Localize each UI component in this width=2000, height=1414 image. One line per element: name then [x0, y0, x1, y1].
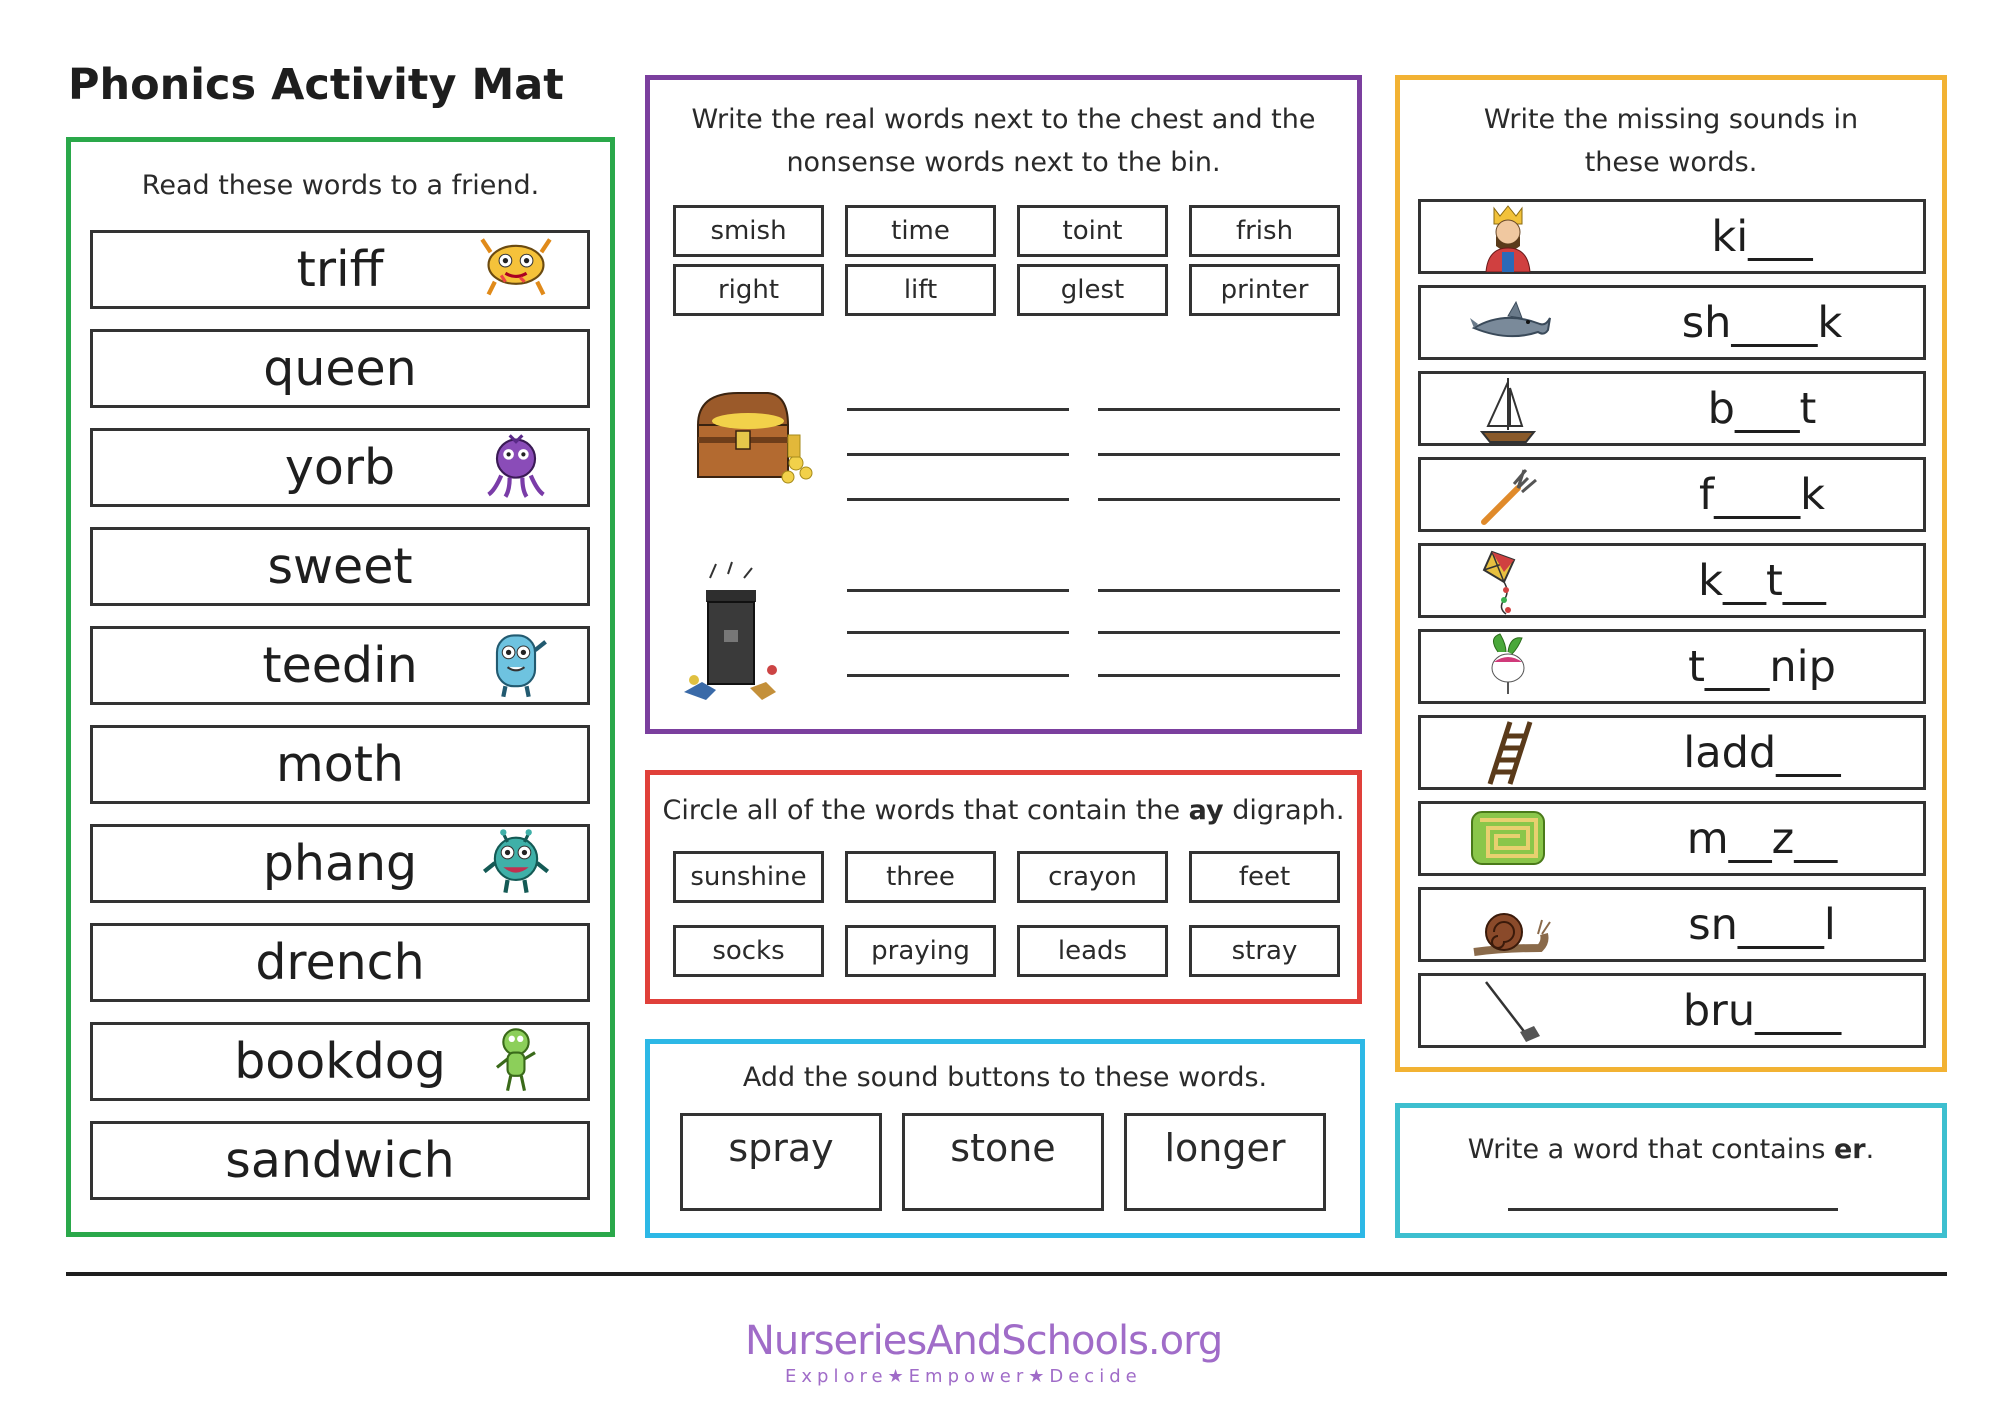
- logo-wordmark: NurseriesAndSchools.org: [745, 1318, 1223, 1364]
- missing-sounds-panel: [1395, 75, 1947, 1072]
- sort-word-box: frish: [1189, 205, 1340, 257]
- missing-sound-word[interactable]: f____k: [1698, 469, 1826, 520]
- circle-word-box: crayon: [1017, 851, 1168, 903]
- bin-line-2a: [847, 631, 1069, 634]
- circle-word-box: feet: [1189, 851, 1340, 903]
- er-word-panel: [1395, 1103, 1947, 1238]
- chest-line-2b: [1098, 453, 1340, 456]
- missing-sound-word[interactable]: ladd___: [1683, 727, 1841, 778]
- sort-word-box: time: [845, 205, 996, 257]
- missing-sound-row: [1418, 629, 1926, 704]
- sort-word-box: smish: [673, 205, 824, 257]
- er-instruction-digraph: er: [1834, 1134, 1866, 1165]
- circle-word-box: sunshine: [673, 851, 824, 903]
- kite-icon: [1465, 546, 1551, 616]
- read-words-panel: [66, 137, 615, 1237]
- bin-line-3a: [847, 674, 1069, 677]
- read-word-text: bookdog: [234, 1033, 446, 1090]
- king-icon: [1465, 202, 1551, 272]
- read-word-text: moth: [276, 736, 404, 793]
- sort-word-box: glest: [1017, 264, 1168, 316]
- er-instruction-end: .: [1865, 1134, 1875, 1165]
- teal-monster-icon: [473, 825, 559, 899]
- missing-sound-word[interactable]: k__t__: [1698, 555, 1826, 606]
- brush-icon: [1465, 976, 1551, 1046]
- circle-instruction-text: Circle all of the words that contain the: [662, 795, 1189, 826]
- read-word-text: phang: [262, 835, 418, 892]
- snail-icon: [1465, 890, 1551, 960]
- rubbish-bin-icon: [680, 560, 790, 710]
- read-word-row: [90, 626, 590, 705]
- er-instruction-text: Write a word that contains: [1467, 1134, 1834, 1165]
- missing-sound-row: [1418, 543, 1926, 618]
- page-title: Phonics Activity Mat: [68, 60, 564, 110]
- bin-line-1a: [847, 589, 1069, 592]
- missing-sound-row: [1418, 457, 1926, 532]
- green-monster-icon: [473, 1023, 559, 1097]
- missing-instruction-line2: these words.: [1584, 147, 1758, 178]
- bin-line-3b: [1098, 674, 1340, 677]
- read-word-text: triff: [296, 241, 384, 298]
- read-word-row: [90, 824, 590, 903]
- site-logo: [745, 1318, 1223, 1390]
- sound-button-word-box[interactable]: stone: [902, 1113, 1104, 1211]
- sort-word-box: right: [673, 264, 824, 316]
- circle-word-box: socks: [673, 925, 824, 977]
- shark-icon: [1465, 288, 1551, 358]
- missing-sound-word[interactable]: bru____: [1682, 985, 1842, 1036]
- missing-instruction-line1: Write the missing sounds in: [1483, 104, 1859, 135]
- read-word-text: teedin: [262, 637, 418, 694]
- purple-monster-icon: [473, 429, 559, 503]
- circle-word-box: three: [845, 851, 996, 903]
- read-word-text: drench: [255, 934, 425, 991]
- sort-word-box: toint: [1017, 205, 1168, 257]
- chest-line-3b: [1098, 498, 1340, 501]
- blue-monster-icon: [473, 627, 559, 701]
- missing-instruction: [1400, 98, 1942, 184]
- read-word-text: queen: [263, 340, 417, 397]
- chest-line-1b: [1098, 408, 1340, 411]
- ay-digraph-panel: [645, 770, 1362, 1004]
- read-instruction: Read these words to a friend.: [141, 170, 540, 201]
- chest-line-1a: [847, 408, 1069, 411]
- read-word-text: sandwich: [225, 1132, 455, 1189]
- read-word-row: [90, 923, 590, 1002]
- sound-button-word-box[interactable]: spray: [680, 1113, 882, 1211]
- missing-sound-row: [1418, 199, 1926, 274]
- sort-instruction-line2: nonsense words next to the bin.: [786, 147, 1221, 178]
- missing-sound-row: [1418, 887, 1926, 962]
- missing-sound-row: [1418, 801, 1926, 876]
- sound-buttons-panel: [645, 1039, 1365, 1238]
- circle-instruction-digraph: ay: [1188, 795, 1224, 826]
- missing-sound-word[interactable]: t___nip: [1688, 641, 1836, 692]
- missing-sound-row: [1418, 371, 1926, 446]
- missing-sound-row: [1418, 285, 1926, 360]
- yellow-monster-icon: [473, 231, 559, 305]
- boat-icon: [1465, 374, 1551, 444]
- bin-line-2b: [1098, 631, 1340, 634]
- circle-instruction: [650, 789, 1357, 832]
- logo-tagline: Explore★Empower★Decide: [785, 1366, 1142, 1387]
- fork-icon: [1465, 460, 1551, 530]
- bin-line-1b: [1098, 589, 1340, 592]
- read-word-row: [90, 329, 590, 408]
- missing-sound-word[interactable]: m__z__: [1686, 813, 1838, 864]
- circle-instruction-end: digraph.: [1223, 795, 1345, 826]
- read-word-row: [90, 527, 590, 606]
- er-answer-line[interactable]: [1508, 1208, 1838, 1211]
- buttons-instruction: Add the sound buttons to these words.: [742, 1062, 1268, 1093]
- missing-sound-word[interactable]: sh____k: [1681, 297, 1843, 348]
- read-word-row: [90, 428, 590, 507]
- read-word-row: [90, 1121, 590, 1200]
- chest-line-2a: [847, 453, 1069, 456]
- missing-sound-row: [1418, 715, 1926, 790]
- read-word-text: yorb: [284, 439, 396, 496]
- chest-line-3a: [847, 498, 1069, 501]
- circle-word-box: stray: [1189, 925, 1340, 977]
- sort-word-box: lift: [845, 264, 996, 316]
- er-instruction: [1400, 1128, 1942, 1171]
- read-word-row: [90, 1022, 590, 1101]
- footer-divider: [66, 1272, 1947, 1276]
- ladder-icon: [1465, 718, 1551, 788]
- turnip-icon: [1465, 632, 1551, 702]
- read-word-text: sweet: [267, 538, 413, 595]
- treasure-chest-icon: [688, 385, 818, 485]
- sort-word-box: printer: [1189, 264, 1340, 316]
- real-nonsense-sort-panel: [645, 75, 1362, 734]
- sort-instruction: [650, 98, 1357, 184]
- read-word-row: [90, 725, 590, 804]
- missing-sound-word[interactable]: sn____l: [1688, 899, 1836, 950]
- read-word-row: [90, 230, 590, 309]
- maze-icon: [1465, 804, 1551, 874]
- sort-instruction-line1: Write the real words next to the chest and the: [691, 104, 1316, 135]
- missing-sound-word[interactable]: b___t: [1707, 383, 1817, 434]
- missing-sound-word[interactable]: ki___: [1711, 211, 1813, 262]
- sound-button-word-box[interactable]: longer: [1124, 1113, 1326, 1211]
- missing-sound-row: [1418, 973, 1926, 1048]
- circle-word-box: praying: [845, 925, 996, 977]
- circle-word-box: leads: [1017, 925, 1168, 977]
